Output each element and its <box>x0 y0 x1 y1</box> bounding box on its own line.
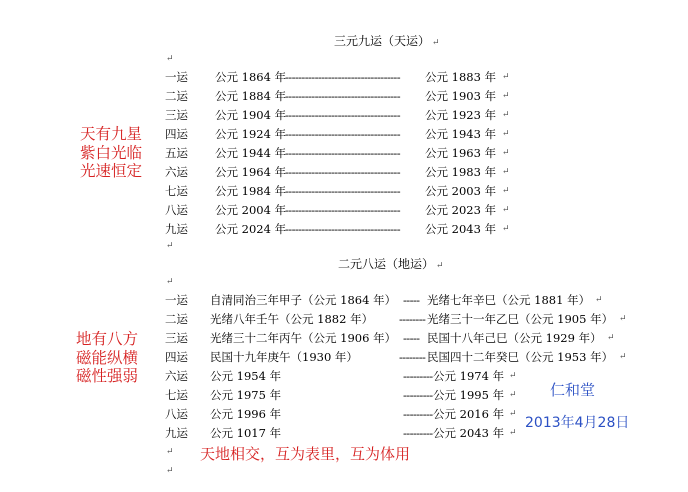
end-year: 公元 2003 年 <box>425 184 497 198</box>
dash-line: --------- <box>403 369 433 383</box>
paragraph-mark-icon: ↵ <box>502 224 510 234</box>
table-row <box>165 108 510 122</box>
earth-annotation: 地有八方 磁能纵横 磁性强弱 <box>76 330 139 385</box>
table-row <box>165 146 510 160</box>
dash-line: --------- <box>403 388 433 402</box>
studio-name: 仁和堂 <box>550 381 596 399</box>
table-row <box>165 127 510 141</box>
yun-name: 八运 <box>165 407 188 421</box>
end-period: 公元 2016 年 <box>433 407 505 421</box>
paragraph-mark-icon: ↵ <box>502 148 510 158</box>
paragraph-mark-icon: ↵ <box>502 186 510 196</box>
yun-name: 九运 <box>165 426 188 440</box>
yun-name: 三运 <box>165 108 188 122</box>
yun-name: 四运 <box>165 127 188 141</box>
dash-line: ----------------------------------- <box>285 184 401 198</box>
yun-name: 四运 <box>165 350 188 364</box>
yun-name: 二运 <box>165 312 188 326</box>
bottom-note: 天地相交，互为表里，互为体用 <box>200 445 411 463</box>
start-period: 公元 1975 年 <box>210 388 282 402</box>
end-year: 公元 1943 年 <box>425 127 497 141</box>
paragraph-mark-icon: ↵ <box>166 241 174 251</box>
start-period: 光绪八年壬午（公元 1882 年） <box>210 312 374 326</box>
start-period: 公元 1954 年 <box>210 369 282 383</box>
dash-line: -------- <box>399 312 426 326</box>
paragraph-mark-icon: ↵ <box>509 371 517 381</box>
start-year: 公元 1864 年 <box>215 70 287 84</box>
table-row <box>165 293 603 307</box>
dash-line: ----------------------------------- <box>285 127 401 141</box>
table-row <box>165 165 510 179</box>
dash-line: ----------------------------------- <box>285 70 401 84</box>
start-year: 公元 1884 年 <box>215 89 287 103</box>
end-year: 公元 2043 年 <box>425 222 497 236</box>
dash-line: ----- <box>403 331 420 345</box>
yun-name: 五运 <box>165 146 188 160</box>
table-row <box>165 70 510 84</box>
paragraph-mark-icon: ↵ <box>166 447 174 457</box>
table-row <box>165 388 517 402</box>
end-period: 公元 2043 年 <box>433 426 505 440</box>
paragraph-mark-icon: ↵ <box>166 54 174 64</box>
yun-name: 九运 <box>165 222 188 236</box>
yun-name: 七运 <box>165 184 188 198</box>
table-row <box>165 184 510 198</box>
end-year: 公元 1963 年 <box>425 146 497 160</box>
table-row <box>165 203 510 217</box>
paragraph-mark-icon: ↵ <box>619 352 627 362</box>
end-year: 公元 1983 年 <box>425 165 497 179</box>
section1-title: 三元九运（天运） ↵ <box>334 34 440 48</box>
table-row <box>165 222 510 236</box>
end-period: 光绪三十一年乙巳（公元 1905 年） <box>427 312 614 326</box>
paragraph-mark-icon: ↵ <box>502 205 510 215</box>
paragraph-mark-icon: ↵ <box>619 314 627 324</box>
dash-line: --------- <box>403 426 433 440</box>
dash-line: ----- <box>403 293 420 307</box>
paragraph-mark-icon: ↵ <box>432 38 440 48</box>
dash-line: --------- <box>403 407 433 421</box>
start-year: 公元 1904 年 <box>215 108 287 122</box>
start-year: 公元 2024 年 <box>215 222 287 236</box>
start-year: 公元 1984 年 <box>215 184 287 198</box>
end-year: 公元 1923 年 <box>425 108 497 122</box>
table-row <box>165 426 517 440</box>
paragraph-mark-icon: ↵ <box>436 261 444 271</box>
yun-name: 六运 <box>165 165 188 179</box>
dash-line: ----------------------------------- <box>285 108 401 122</box>
end-period: 公元 1995 年 <box>433 388 505 402</box>
table-row <box>165 369 517 383</box>
start-year: 公元 1964 年 <box>215 165 287 179</box>
start-year: 公元 1924 年 <box>215 127 287 141</box>
end-period: 公元 1974 年 <box>433 369 505 383</box>
table-row <box>165 89 510 103</box>
paragraph-mark-icon: ↵ <box>166 466 174 476</box>
paragraph-mark-icon: ↵ <box>509 428 517 438</box>
paragraph-mark-icon: ↵ <box>502 72 510 82</box>
start-period: 民国十九年庚午（1930 年） <box>210 350 358 364</box>
paragraph-mark-icon: ↵ <box>502 91 510 101</box>
dash-line: ----------------------------------- <box>285 89 401 103</box>
table-row <box>165 407 517 421</box>
paragraph-mark-icon: ↵ <box>166 277 174 287</box>
dash-line: ----------------------------------- <box>285 165 401 179</box>
end-year: 公元 1883 年 <box>425 70 497 84</box>
paragraph-mark-icon: ↵ <box>595 295 603 305</box>
dash-line: ----------------------------------- <box>285 203 401 217</box>
start-period: 自清同治三年甲子（公元 1864 年） <box>210 293 397 307</box>
section2-title: 二元八运（地运） ↵ <box>338 257 444 271</box>
end-period: 民国四十二年癸巳（公元 1953 年） <box>427 350 614 364</box>
start-year: 公元 2004 年 <box>215 203 287 217</box>
yun-name: 一运 <box>165 293 188 307</box>
table-row <box>165 331 615 345</box>
start-period: 公元 1996 年 <box>210 407 282 421</box>
yun-name: 六运 <box>165 369 188 383</box>
yun-name: 二运 <box>165 89 188 103</box>
yun-name: 七运 <box>165 388 188 402</box>
date-stamp: 2013年4月28日 <box>525 415 630 431</box>
start-year: 公元 1944 年 <box>215 146 287 160</box>
start-period: 光绪三十二年丙午（公元 1906 年） <box>210 331 397 345</box>
yun-name: 一运 <box>165 70 188 84</box>
start-period: 公元 1017 年 <box>210 426 282 440</box>
paragraph-mark-icon: ↵ <box>502 110 510 120</box>
dash-line: ----------------------------------- <box>285 222 401 236</box>
paragraph-mark-icon: ↵ <box>607 333 615 343</box>
heaven-annotation: 天有九星 紫白光临 光速恒定 <box>80 125 143 180</box>
yun-name: 八运 <box>165 203 188 217</box>
end-year: 公元 1903 年 <box>425 89 497 103</box>
dash-line: ----------------------------------- <box>285 146 401 160</box>
paragraph-mark-icon: ↵ <box>502 129 510 139</box>
paragraph-mark-icon: ↵ <box>509 390 517 400</box>
paragraph-mark-icon: ↵ <box>502 167 510 177</box>
yun-name: 三运 <box>165 331 188 345</box>
table-row <box>165 350 627 364</box>
end-period: 民国十八年己巳（公元 1929 年） <box>427 331 602 345</box>
end-period: 光绪七年辛巳（公元 1881 年） <box>427 293 591 307</box>
dash-line: -------- <box>399 350 426 364</box>
paragraph-mark-icon: ↵ <box>509 409 517 419</box>
table-row <box>165 312 627 326</box>
end-year: 公元 2023 年 <box>425 203 497 217</box>
